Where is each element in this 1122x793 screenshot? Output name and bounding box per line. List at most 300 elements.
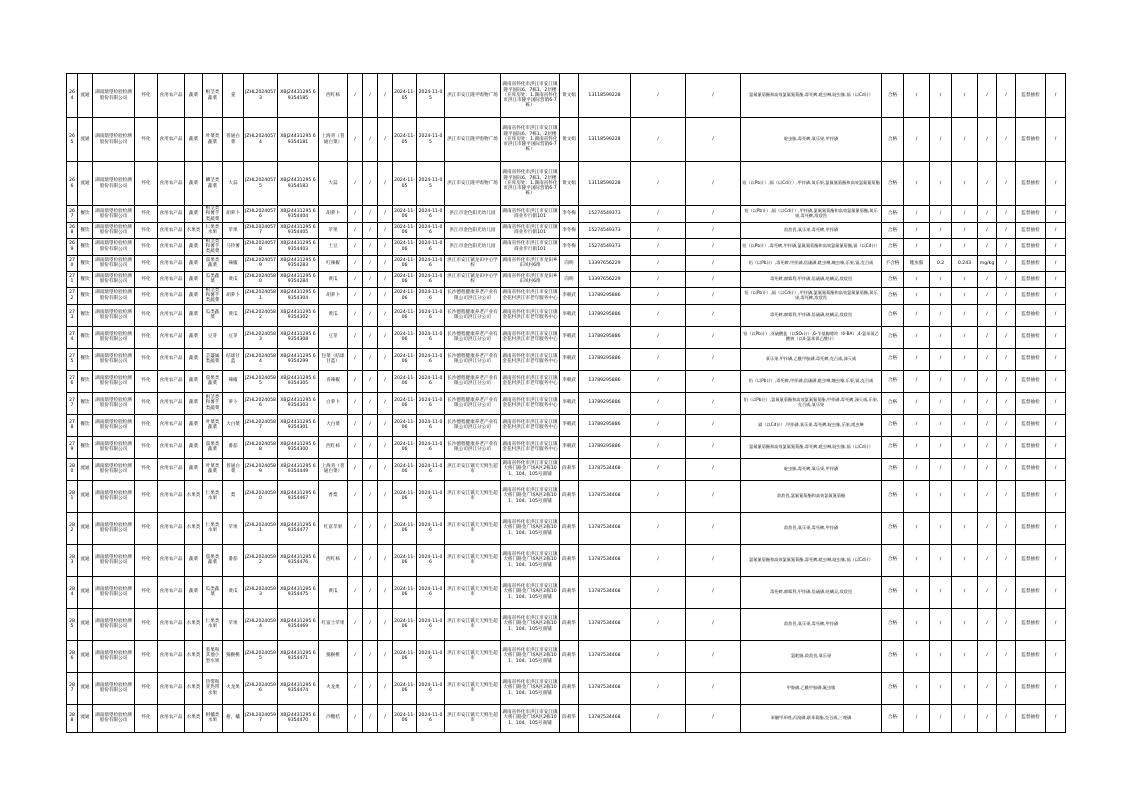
cell-c1: /: [631, 414, 686, 436]
cell-contact: 段莉华: [560, 544, 579, 576]
cell-sampled-addr: 湖南省怀化市洪江市安江镇隆平国际6、7栋1、2层楼（在库房处：1.湖南省怀化市洪江市隆平国际营销6-7栋）: [501, 118, 560, 162]
cell-cat3: 鳞茎类蔬菜: [203, 162, 223, 206]
cell-last: /: [1046, 326, 1066, 348]
cell-last: /: [1046, 458, 1066, 480]
cell-last: /: [1046, 287, 1066, 304]
cell-r2: /: [930, 640, 952, 672]
cell-seq: 278: [67, 414, 78, 436]
cell-cat1: 食用农产品: [158, 392, 185, 414]
cell-contact: 段莉华: [560, 640, 579, 672]
cell-spec: /: [348, 480, 363, 512]
cell-r5: /: [997, 576, 1016, 608]
cell-r5: /: [997, 255, 1016, 271]
cell-sampled-addr: 湖南省怀化市洪江市安江镇金花村洪江市老年服务中心: [501, 287, 560, 304]
cell-link: 流通: [78, 512, 93, 544]
cell-mfr: /: [363, 287, 378, 304]
cell-c2: /: [686, 118, 741, 162]
cell-report-no: XBJ24431295 69354303: [278, 392, 319, 414]
cell-cat1: 食用农产品: [158, 480, 185, 512]
cell-r1: /: [904, 222, 930, 238]
cell-spec: /: [348, 118, 363, 162]
cell-report-no: XBJ24431295 69354477: [278, 512, 319, 544]
cell-c2: /: [686, 608, 741, 640]
cell-link: 餐饮: [78, 287, 93, 304]
cell-result: 合格: [882, 206, 904, 223]
cell-spec: /: [348, 458, 363, 480]
cell-sampled-addr: 湖南省怀化市洪江市安江镇隆平国际6、7栋1、2层楼（在库房处：1.湖南省怀化市洪江市隆平国际营销6-7栋）: [501, 162, 560, 206]
cell-prod-date: 2024-11-06: [393, 512, 417, 544]
cell-brand: 西红柿: [319, 436, 348, 458]
cell-r3: /: [952, 512, 978, 544]
cell-r4: /: [978, 392, 997, 414]
table-row: [67, 370, 1066, 392]
cell-phone: 13789295886: [579, 326, 631, 348]
cell-mfr-addr: /: [378, 162, 393, 206]
cell-report-no: XBJ24431295 69354181: [278, 118, 319, 162]
cell-cat1: 食用农产品: [158, 271, 185, 287]
cell-result: 合格: [882, 222, 904, 238]
cell-cat1: 食用农产品: [158, 704, 185, 732]
cell-r3: /: [952, 326, 978, 348]
cell-mfr: /: [363, 206, 378, 223]
cell-sampled-addr: 湖南省怀化市洪江市安江镇大桥门路金广场A区2栋101、104、105号商铺: [501, 544, 560, 576]
cell-r3: /: [952, 206, 978, 223]
cell-note: 监督抽检: [1016, 436, 1046, 458]
cell-cat1: 食用农产品: [158, 608, 185, 640]
cell-report-no: XBJ24431295 69354470: [278, 704, 319, 732]
table-row: [67, 704, 1066, 732]
cell-prod-date: 2024-11-06: [393, 370, 417, 392]
cell-cat1: 食用农产品: [158, 436, 185, 458]
cell-prod-date: 2024-11-06: [393, 287, 417, 304]
cell-sample-date: 2024-11-06: [417, 206, 445, 223]
cell-phone: 13789295886: [579, 370, 631, 392]
cell-food: 姜: [223, 74, 244, 118]
cell-c1: /: [631, 608, 686, 640]
table-row: [67, 326, 1066, 348]
cell-sampled: 洪江市安江镇龙田中心学校: [445, 255, 501, 271]
cell-sampled-addr: 湖南省怀化市洪江市安江镇大桥门路金广场A区2栋101、104、105号商铺: [501, 512, 560, 544]
cell-r1: /: [904, 480, 930, 512]
cell-contact: 李冬梅: [560, 222, 579, 238]
cell-result: 合格: [882, 271, 904, 287]
cell-items: 镉（以Cd计）,甲拌磷,氧乐果,毒死蜱,啶虫脒,乐果,吡虫啉: [741, 414, 882, 436]
cell-r1: /: [904, 704, 930, 732]
cell-last: /: [1046, 544, 1066, 576]
cell-mfr: /: [363, 608, 378, 640]
cell-r4: /: [978, 480, 997, 512]
table-row: [67, 436, 1066, 458]
cell-company: 湖南鼎望检验检测股份有限公司: [93, 271, 135, 287]
cell-food: 黄瓜: [223, 576, 244, 608]
cell-sample-no: JZHL20240590: [244, 480, 278, 512]
cell-cat1: 食用农产品: [158, 370, 185, 392]
cell-spec: /: [348, 576, 363, 608]
cell-note: 监督抽检: [1016, 458, 1046, 480]
cell-c2: /: [686, 271, 741, 287]
cell-brand: 胡萝卜: [319, 206, 348, 223]
cell-sample-date: 2024-11-06: [417, 392, 445, 414]
cell-sample-no: JZHL20240597: [244, 704, 278, 732]
cell-c2: /: [686, 348, 741, 370]
cell-r1: 噻虫胺: [904, 255, 930, 271]
cell-mfr-addr: /: [378, 458, 393, 480]
cell-phone: 13787534468: [579, 640, 631, 672]
cell-phone: 13789295886: [579, 436, 631, 458]
cell-report-no: XBJ24431295 69354305: [278, 370, 319, 392]
cell-sampled-addr: 湖南省怀化市洪江市安江镇金花村洪江市老年服务中心: [501, 392, 560, 414]
cell-mfr: /: [363, 222, 378, 238]
cell-r4: /: [978, 348, 997, 370]
table-row: [67, 576, 1066, 608]
cell-r1: /: [904, 672, 930, 704]
table-body: [67, 74, 1066, 733]
cell-phone: 13787534468: [579, 480, 631, 512]
cell-r2: /: [930, 162, 952, 206]
cell-r1: /: [904, 74, 930, 118]
cell-cat2: 蔬菜: [185, 576, 203, 608]
cell-spec: /: [348, 672, 363, 704]
cell-r1: /: [904, 544, 930, 576]
cell-sample-date: 2024-11-06: [417, 436, 445, 458]
cell-note: 监督抽检: [1016, 255, 1046, 271]
cell-prod-date: 2024-11-06: [393, 348, 417, 370]
cell-c2: /: [686, 640, 741, 672]
cell-contact: 向明: [560, 271, 579, 287]
cell-link: 餐饮: [78, 436, 93, 458]
cell-seq: 272: [67, 287, 78, 304]
cell-result: 合格: [882, 480, 904, 512]
cell-phone: 13789295886: [579, 414, 631, 436]
cell-r3: /: [952, 704, 978, 732]
cell-sample-date: 2024-11-06: [417, 576, 445, 608]
cell-link: 流通: [78, 672, 93, 704]
cell-city: 怀化: [135, 608, 158, 640]
cell-r2: /: [930, 392, 952, 414]
cell-cat3: 叶菜类蔬菜: [203, 118, 223, 162]
cell-sampled: 长沙德程健康养老产业有限公司洪江分公司: [445, 348, 501, 370]
cell-r4: /: [978, 512, 997, 544]
cell-brand: 黄瓜: [319, 304, 348, 326]
cell-prod-date: 2024-11-06: [393, 672, 417, 704]
cell-sampled-addr: 湖南省怀化市洪江市安江镇大桥门路金广场A区2栋101、104、105号商铺: [501, 640, 560, 672]
cell-r2: /: [930, 326, 952, 348]
cell-seq: 283: [67, 544, 78, 576]
cell-seq: 284: [67, 576, 78, 608]
table-row: [67, 544, 1066, 576]
table-row: [67, 458, 1066, 480]
cell-r5: /: [997, 608, 1016, 640]
cell-r5: /: [997, 458, 1016, 480]
table-row: [67, 206, 1066, 223]
cell-mfr: /: [363, 704, 378, 732]
cell-mfr: /: [363, 512, 378, 544]
cell-r2: /: [930, 206, 952, 223]
cell-result: 合格: [882, 118, 904, 162]
cell-brand: 西红柿: [319, 74, 348, 118]
cell-r5: /: [997, 271, 1016, 287]
cell-brand: 上海青（普通白菜）: [319, 458, 348, 480]
cell-r1: /: [904, 326, 930, 348]
cell-c1: /: [631, 348, 686, 370]
cell-seq: 288: [67, 704, 78, 732]
cell-c1: /: [631, 287, 686, 304]
cell-cat2: 蔬菜: [185, 414, 203, 436]
cell-sampled: 洪江市安江镇天天鲜生超市: [445, 512, 501, 544]
cell-last: /: [1046, 206, 1066, 223]
cell-sample-date: 2024-11-06: [417, 672, 445, 704]
cell-contact: 李朝武: [560, 370, 579, 392]
cell-company: 湖南鼎望检验检测股份有限公司: [93, 480, 135, 512]
cell-sample-date: 2024-11-06: [417, 414, 445, 436]
cell-r4: /: [978, 118, 997, 162]
cell-r2: 0.2: [930, 255, 952, 271]
cell-link: 流通: [78, 608, 93, 640]
cell-report-no: XBJ24431295 69354185: [278, 74, 319, 118]
cell-city: 怀化: [135, 576, 158, 608]
cell-prod-date: 2024-11-06: [393, 640, 417, 672]
table-row: [67, 74, 1066, 118]
cell-last: /: [1046, 672, 1066, 704]
cell-prod-date: 2024-11-06: [393, 222, 417, 238]
cell-sampled: 洪江市安江隆平购物广场: [445, 162, 501, 206]
cell-phone: 13787534468: [579, 672, 631, 704]
cell-c2: /: [686, 392, 741, 414]
cell-sample-no: JZHL20240591: [244, 512, 278, 544]
cell-cat3: 根茎类和薯芋类蔬菜: [203, 238, 223, 255]
table-row: [67, 255, 1066, 271]
cell-brand: 大蒜: [319, 162, 348, 206]
cell-r1: /: [904, 640, 930, 672]
cell-cat3: 瓜类蔬菜: [203, 271, 223, 287]
cell-cat2: 水果类: [185, 672, 203, 704]
cell-cat1: 食用农产品: [158, 255, 185, 271]
cell-result: 合格: [882, 326, 904, 348]
cell-sample-no: JZHL20240577: [244, 222, 278, 238]
cell-c1: /: [631, 370, 686, 392]
cell-sample-no: JZHL20240580: [244, 271, 278, 287]
cell-phone: 13118599228: [579, 162, 631, 206]
cell-r1: /: [904, 118, 930, 162]
cell-last: /: [1046, 271, 1066, 287]
cell-cat2: 水果类: [185, 512, 203, 544]
cell-r1: /: [904, 414, 930, 436]
cell-r5: /: [997, 206, 1016, 223]
cell-sample-no: JZHL20240583: [244, 326, 278, 348]
cell-r1: /: [904, 608, 930, 640]
cell-c2: /: [686, 414, 741, 436]
cell-last: /: [1046, 74, 1066, 118]
cell-result: 合格: [882, 392, 904, 414]
cell-cat3: 瓜类蔬菜: [203, 576, 223, 608]
cell-seq: 282: [67, 512, 78, 544]
cell-mfr: /: [363, 576, 378, 608]
cell-cat2: 水果类: [185, 480, 203, 512]
cell-sample-date: 2024-11-05: [417, 162, 445, 206]
cell-cat1: 食用农产品: [158, 326, 185, 348]
cell-mfr: /: [363, 304, 378, 326]
cell-items: 铅（以Pb计）,亚硫酸盐（以SO₂计）,6-苄基腺嘌呤（6-BA）,4-氯苯氧乙酸钠（以4-氯苯氧乙酸计）: [741, 326, 882, 348]
cell-report-no: XBJ24431295 69354449: [278, 458, 319, 480]
cell-c1: /: [631, 458, 686, 480]
cell-r3: /: [952, 238, 978, 255]
cell-sampled: 洪江市安江镇天天鲜生超市: [445, 640, 501, 672]
cell-r3: /: [952, 370, 978, 392]
cell-sample-no: JZHL20240595: [244, 640, 278, 672]
cell-food: 马铃薯: [223, 238, 244, 255]
cell-cat2: 蔬菜: [185, 392, 203, 414]
cell-r1: /: [904, 271, 930, 287]
cell-link: 流通: [78, 704, 93, 732]
cell-note: 监督抽检: [1016, 672, 1046, 704]
cell-link: 流通: [78, 74, 93, 118]
cell-food: 黄瓜: [223, 271, 244, 287]
cell-c2: /: [686, 576, 741, 608]
cell-sample-no: JZHL20240586: [244, 392, 278, 414]
cell-r5: /: [997, 392, 1016, 414]
cell-c2: /: [686, 162, 741, 206]
cell-items: 啶虫脒,毒死蜱,氧乐果,甲拌磷: [741, 458, 882, 480]
cell-c1: /: [631, 255, 686, 271]
cell-company: 湖南鼎望检验检测股份有限公司: [93, 287, 135, 304]
cell-city: 怀化: [135, 640, 158, 672]
cell-r3: /: [952, 436, 978, 458]
cell-sample-date: 2024-11-06: [417, 304, 445, 326]
cell-link: 餐饮: [78, 392, 93, 414]
cell-r3: /: [952, 458, 978, 480]
cell-note: 监督抽检: [1016, 608, 1046, 640]
cell-r2: /: [930, 271, 952, 287]
cell-food: 番茄: [223, 544, 244, 576]
cell-c2: /: [686, 238, 741, 255]
cell-sample-no: JZHL20240574: [244, 118, 278, 162]
cell-contact: 李朝武: [560, 436, 579, 458]
cell-sampled-addr: 湖南省怀化市洪江市安江镇隆平国际6、7栋1、2层楼（在库房处：1.湖南省怀化市洪江市隆平国际营销6-7栋）: [501, 74, 560, 118]
cell-report-no: XBJ24431295 69354469: [278, 608, 319, 640]
cell-contact: 黄文娟: [560, 118, 579, 162]
cell-prod-date: 2024-11-06: [393, 304, 417, 326]
cell-sample-no: JZHL20240582: [244, 304, 278, 326]
cell-contact: 李朝武: [560, 348, 579, 370]
cell-note: 监督抽检: [1016, 544, 1046, 576]
cell-r4: /: [978, 206, 997, 223]
cell-c2: /: [686, 370, 741, 392]
cell-result: 合格: [882, 544, 904, 576]
cell-city: 怀化: [135, 304, 158, 326]
cell-r4: /: [978, 222, 997, 238]
cell-sampled: 洪江市安江镇天天鲜生超市: [445, 576, 501, 608]
cell-r1: /: [904, 206, 930, 223]
cell-sampled: 洪江市安江镇天天鲜生超市: [445, 704, 501, 732]
cell-sampled: 长沙德程健康养老产业有限公司洪江分公司: [445, 392, 501, 414]
cell-r4: /: [978, 287, 997, 304]
cell-c1: /: [631, 118, 686, 162]
table-row: [67, 480, 1066, 512]
cell-company: 湖南鼎望检验检测股份有限公司: [93, 304, 135, 326]
cell-mfr-addr: /: [378, 544, 393, 576]
cell-report-no: XBJ24431295 69354405: [278, 222, 319, 238]
cell-contact: 段莉华: [560, 704, 579, 732]
cell-seq: 267: [67, 206, 78, 223]
cell-mfr: /: [363, 392, 378, 414]
cell-result: 合格: [882, 640, 904, 672]
cell-link: 流通: [78, 480, 93, 512]
cell-cat1: 食用农产品: [158, 238, 185, 255]
cell-mfr: /: [363, 370, 378, 392]
cell-cat2: 蔬菜: [185, 271, 203, 287]
table-row: [67, 608, 1066, 640]
cell-r2: /: [930, 704, 952, 732]
cell-sampled-addr: 湖南省怀化市洪江市安江镇大桥门路金广场A区2栋101、104、105号商铺: [501, 672, 560, 704]
cell-spec: /: [348, 544, 363, 576]
cell-r5: /: [997, 287, 1016, 304]
cell-c2: /: [686, 326, 741, 348]
cell-city: 怀化: [135, 255, 158, 271]
cell-last: /: [1046, 118, 1066, 162]
cell-mfr-addr: /: [378, 118, 393, 162]
cell-seq: 286: [67, 640, 78, 672]
cell-note: 监督抽检: [1016, 238, 1046, 255]
cell-result: 合格: [882, 458, 904, 480]
cell-mfr: /: [363, 162, 378, 206]
cell-mfr: /: [363, 480, 378, 512]
cell-last: /: [1046, 608, 1066, 640]
cell-sampled: 洪江市安江镇龙田中心学校: [445, 271, 501, 287]
cell-items: 铅（以Pb计）,毒死蜱,甲拌磷,倍硫磷,吡虫啉,噻虫嗪,乐果,镉,克百威: [741, 255, 882, 271]
cell-sample-date: 2024-11-06: [417, 640, 445, 672]
cell-mfr: /: [363, 74, 378, 118]
cell-c1: /: [631, 74, 686, 118]
cell-link: 餐饮: [78, 414, 93, 436]
table-row: [67, 238, 1066, 255]
cell-sampled: 洪江市安江隆平购物广场: [445, 74, 501, 118]
cell-r3: /: [952, 576, 978, 608]
cell-seq: 277: [67, 392, 78, 414]
cell-company: 湖南鼎望检验检测股份有限公司: [93, 436, 135, 458]
cell-r5: /: [997, 544, 1016, 576]
cell-spec: /: [348, 608, 363, 640]
cell-city: 怀化: [135, 222, 158, 238]
cell-last: /: [1046, 255, 1066, 271]
cell-c1: /: [631, 544, 686, 576]
cell-prod-date: 2024-11-06: [393, 206, 417, 223]
cell-result: 合格: [882, 304, 904, 326]
cell-items: 铅（以Pb计）,镉（以Cd计）,甲拌磷,氧乐果,氯氟氰菊酯和高效氯氟氰菊酯: [741, 162, 882, 206]
cell-seq: 287: [67, 672, 78, 704]
cell-r1: /: [904, 512, 930, 544]
cell-city: 怀化: [135, 436, 158, 458]
cell-phone: 13397656229: [579, 271, 631, 287]
cell-company: 湖南鼎望检验检测股份有限公司: [93, 414, 135, 436]
cell-mfr-addr: /: [378, 370, 393, 392]
cell-mfr-addr: /: [378, 255, 393, 271]
cell-city: 怀化: [135, 271, 158, 287]
cell-r2: /: [930, 222, 952, 238]
cell-sample-date: 2024-11-06: [417, 544, 445, 576]
cell-cat3: 浆果和其他小型水果: [203, 640, 223, 672]
cell-city: 怀化: [135, 74, 158, 118]
cell-seq: 285: [67, 608, 78, 640]
cell-r1: /: [904, 304, 930, 326]
cell-c1: /: [631, 704, 686, 732]
cell-r2: /: [930, 480, 952, 512]
cell-c1: /: [631, 326, 686, 348]
cell-food: 结球甘蓝: [223, 348, 244, 370]
cell-food: 豆芽: [223, 326, 244, 348]
cell-r2: /: [930, 672, 952, 704]
cell-r4: /: [978, 576, 997, 608]
cell-r4: /: [978, 608, 997, 640]
